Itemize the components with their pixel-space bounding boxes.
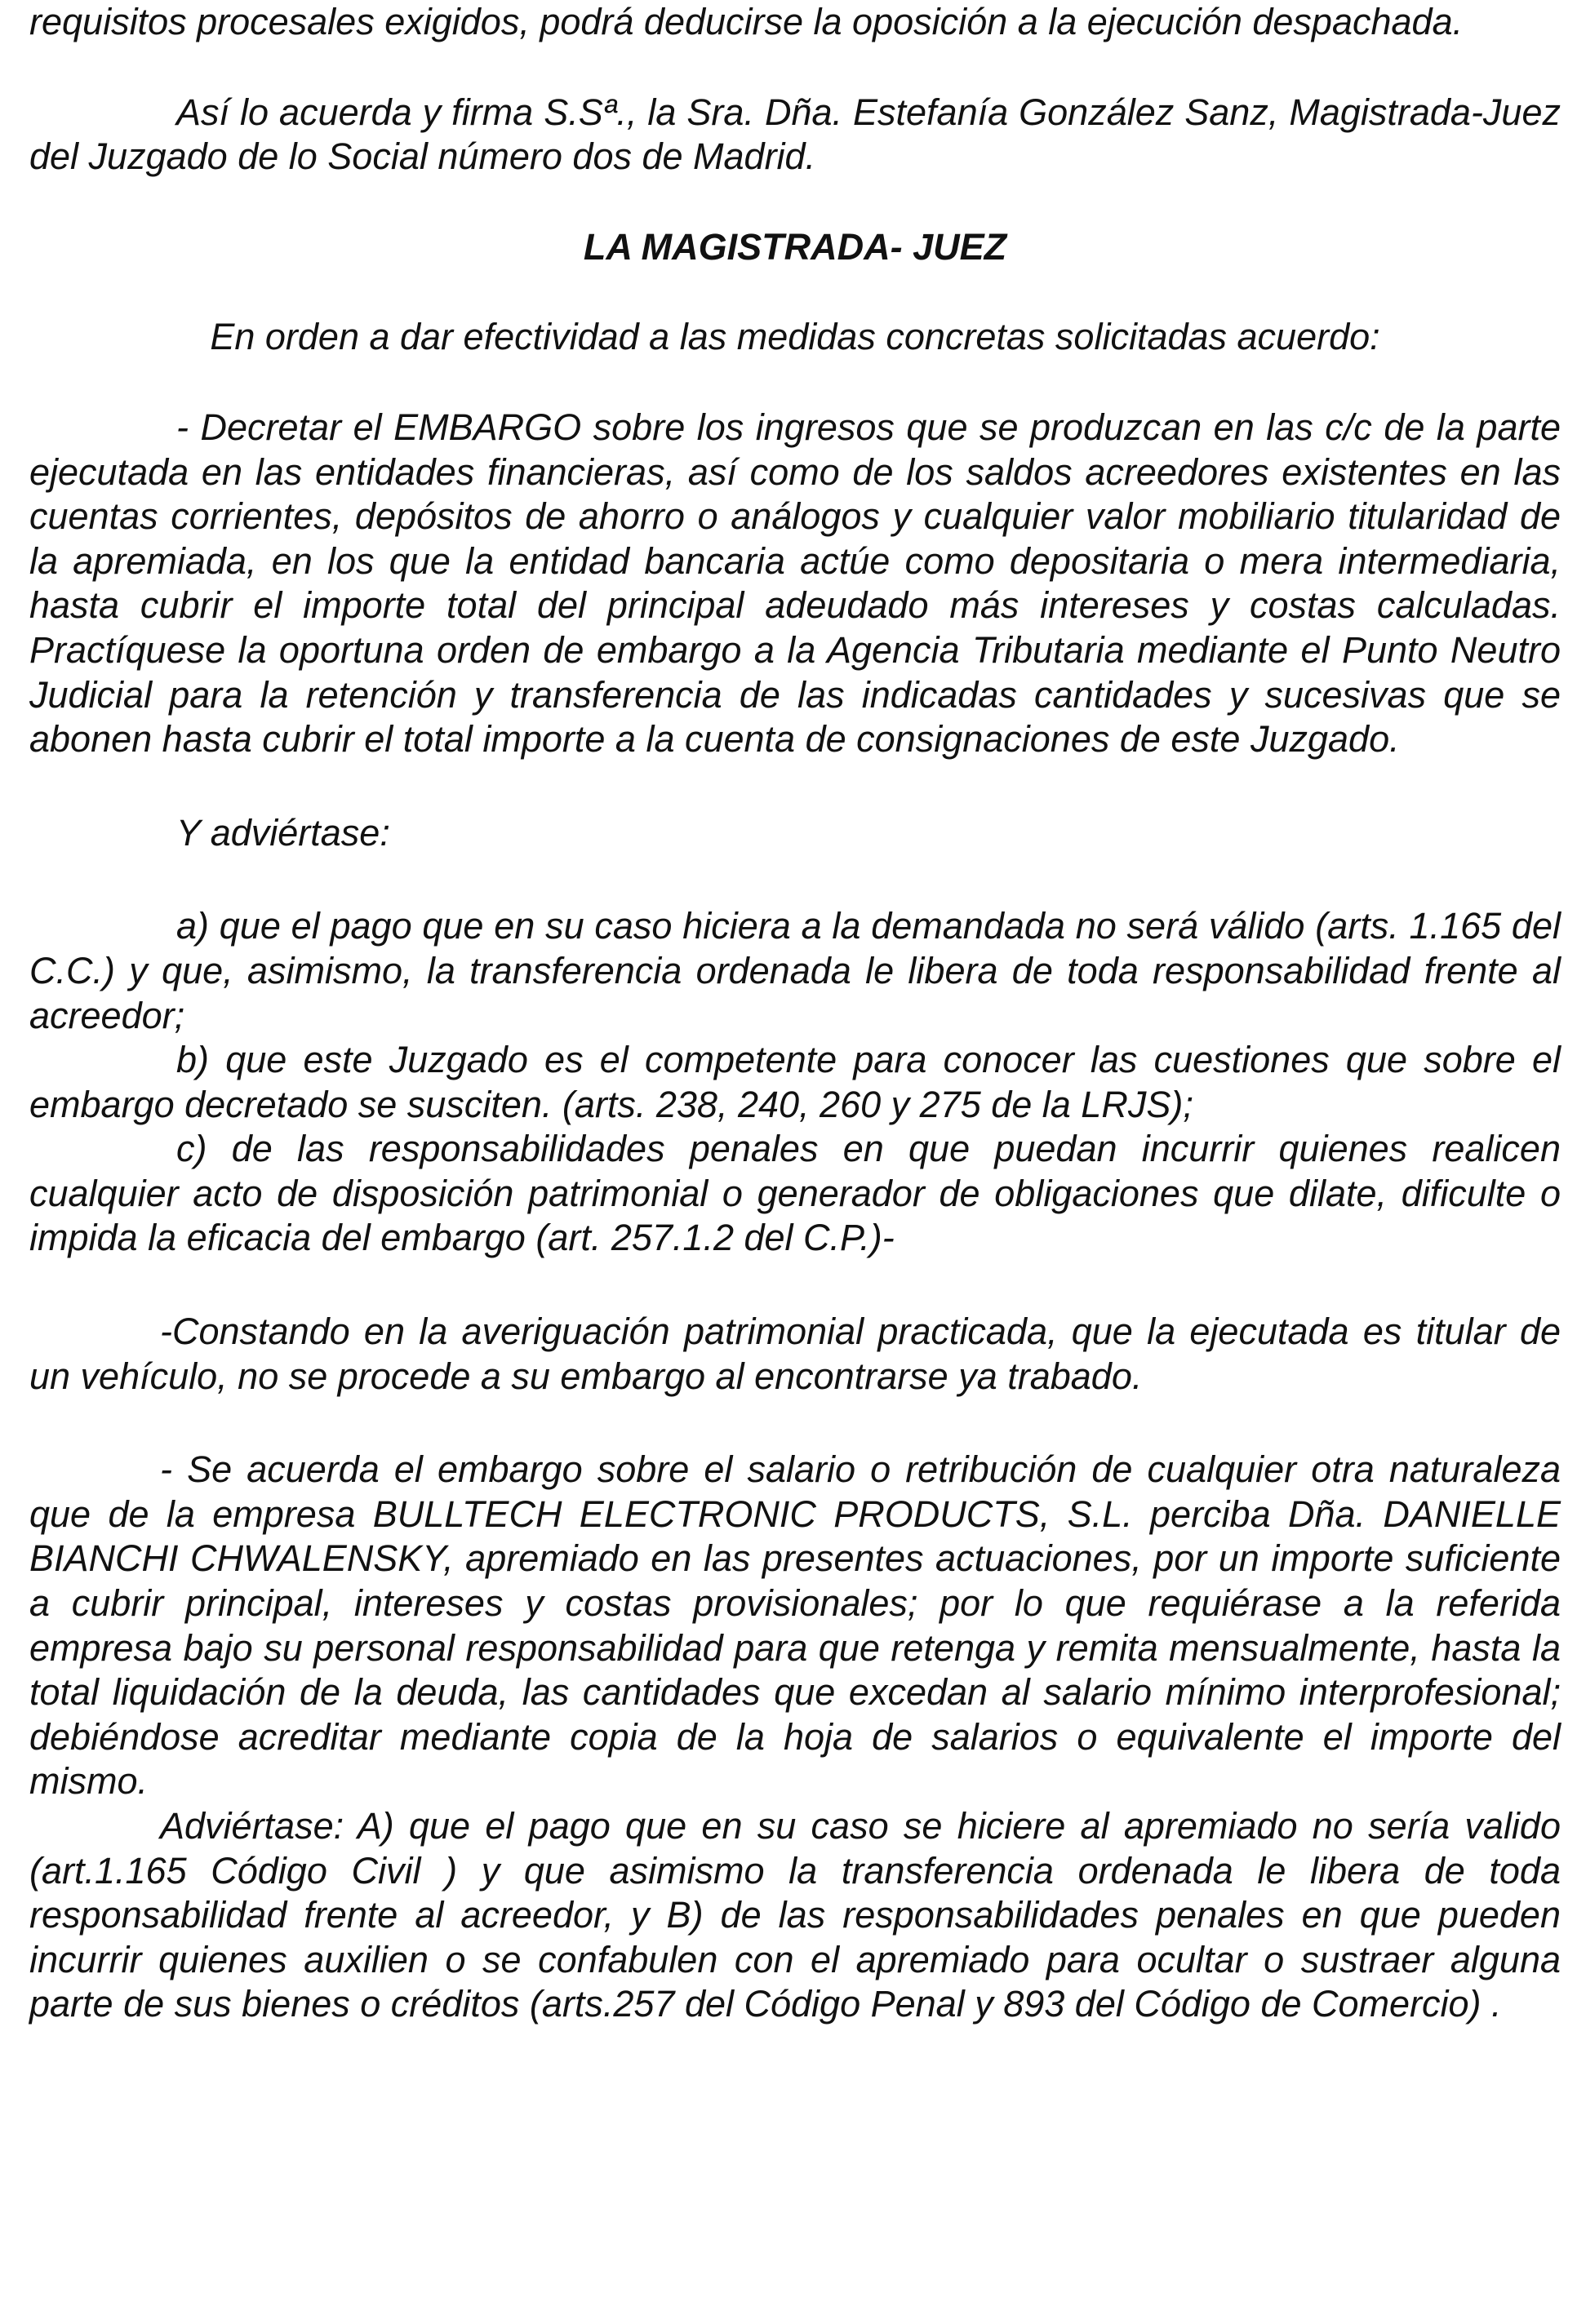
paragraph-embargo-cuentas: - Decretar el EMBARGO sobre los ingresos que se produzcan en las c/c de la parte ejecutada en las entidades financieras, así como de los saldos acreedores existentes en las cuentas corrientes, depósitos de ahorro o análogos y cualquier valor mobiliario titularidad de la apremiada, en los que la entidad bancaria actúe como depositaria o mera intermediaria, hasta cubrir el importe total del principal adeudado más intereses y costas calculadas. Practíquese la oportuna orden de embargo a la Agencia Tributaria mediante el Punto Neutro Judicial para la retención y transferencia de las indicadas cantidades y sucesivas que se abonen hasta cubrir el total importe a la cuenta de consignaciones de este Juzgado.	[29, 406, 1561, 761]
paragraph-embargo-salario: - Se acuerda el embargo sobre el salario o retribución de cualquier otra naturaleza que de la empresa BULLTECH ELECTRONIC PRODUCTS, S.L. perciba Dña. DANIELLE BIANCHI CHWALENSKY, apremiado en las presentes actuaciones, por un importe suficiente a cubrir principal, intereses y costas provisionales; por lo que requiérase a la referida empresa bajo su personal responsabilidad para que retenga y remita mensualmente, hasta la total liquidación de la deuda, las cantidades que excedan al salario mínimo interprofesional; debiéndose acreditar mediante copia de la hoja de salarios o equivalente el importe del mismo.	[29, 1448, 1561, 1803]
paragraph-opening: requisitos procesales exigidos, podrá deducirse la oposición a la ejecución despachada.	[29, 1, 1464, 42]
paragraph-intro: En orden a dar efectividad a las medidas concretas solicitadas acuerdo:	[210, 316, 1380, 358]
paragraph-signature: Así lo acuerda y firma S.Sª., la Sra. Dña. Estefanía González Sanz, Magistrada-Juez del Juzgado de lo Social número dos de Madrid.	[29, 91, 1561, 178]
heading-magistrada-juez: LA MAGISTRADA- JUEZ	[583, 225, 1007, 268]
paragraph-item-a: a) que el pago que en su caso hiciera a la demandada no será válido (arts. 1.165 del C.C.) y que, asimismo, la transferencia ordenada le libera de toda responsabilidad frente al acreedor;	[29, 905, 1561, 1036]
paragraph-adviertase-final: Adviértase: A) que el pago que en su caso se hiciere al apremiado no sería valido (art.1.165 Código Civil ) y que asimismo la transferencia ordenada le libera de toda responsabilidad frente al acreedor, y B) de las responsabilidades penales en que pueden incurrir quienes auxilien o se confabulen con el apremiado para ocultar o sustraer alguna parte de sus bienes o créditos (arts.257 del Código Penal y 893 del Código de Comercio) .	[29, 1805, 1561, 2025]
paragraph-item-c: c) de las responsabilidades penales en que puedan incurrir quienes realicen cualquier acto de disposición patrimonial o generador de obligaciones que dilate, dificulte o impida la eficacia del embargo (art. 257.1.2 del C.P.)-	[29, 1128, 1561, 1259]
paragraph-adviertase: Y adviértase:	[176, 811, 390, 854]
paragraph-vehiculo: -Constando en la averiguación patrimonial practicada, que la ejecutada es titular de un vehículo, no se procede a su embargo al encontrarse ya trabado.	[29, 1311, 1561, 1397]
paragraph-item-b: b) que este Juzgado es el competente para conocer las cuestiones que sobre el embargo decretado se susciten. (arts. 238, 240, 260 y 275 de la LRJS);	[29, 1039, 1561, 1125]
document-page	[29, 0, 1561, 2027]
